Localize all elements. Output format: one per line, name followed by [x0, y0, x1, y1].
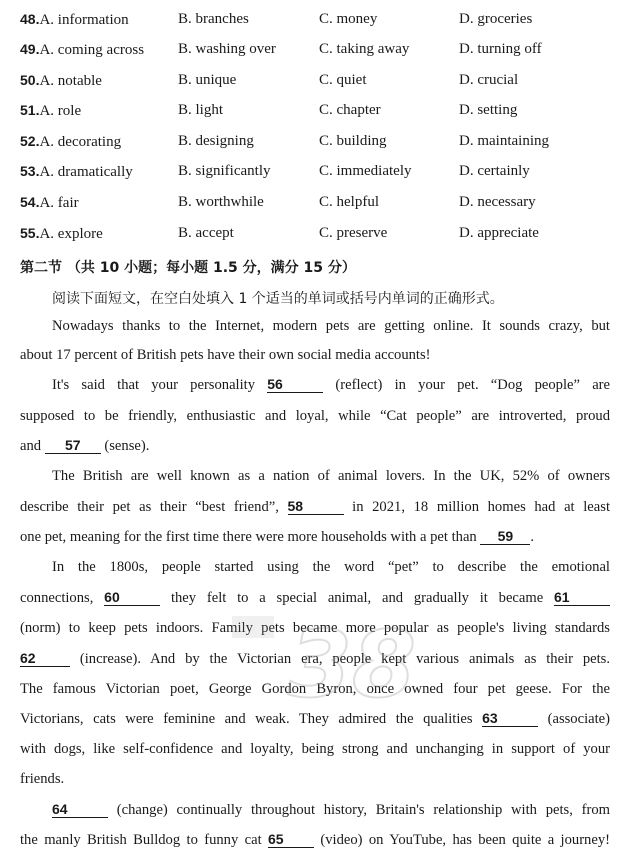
- passage-text: and: [20, 438, 45, 454]
- option-d: D. maintaining: [459, 133, 549, 149]
- passage-text: one pet, meaning for the first time there were more households with a pet than: [20, 529, 481, 545]
- question-number: 55.: [20, 225, 40, 241]
- option-row: [20, 102, 630, 126]
- option-c: C. helpful: [319, 194, 379, 210]
- passage-line: Nowadays thanks to the Internet, modern pets are getting online. It sounds crazy, but: [52, 318, 610, 334]
- blank-58[interactable]: 58: [288, 499, 344, 515]
- passage-line: [20, 590, 610, 607]
- section-title: 第二节 （共 10 小题；每小题 1.5 分，满分 15 分）: [20, 260, 356, 276]
- option-row: [20, 41, 630, 65]
- option-a: [20, 41, 144, 59]
- option-b: B. washing over: [178, 41, 276, 57]
- passage-text: describe their pet as their “best friend”,: [20, 499, 288, 515]
- option-a: [20, 194, 79, 212]
- question-number: 49.: [20, 41, 40, 57]
- question-number: 52.: [20, 133, 40, 149]
- passage-line: [20, 832, 610, 849]
- option-a-text: A. explore: [39, 226, 103, 242]
- question-number: 50.: [20, 72, 40, 88]
- passage-line: [20, 651, 610, 668]
- option-d: D. necessary: [459, 194, 536, 210]
- blank-56[interactable]: 56: [267, 377, 323, 393]
- blank-59[interactable]: 59: [480, 529, 530, 545]
- passage-text: (change) continually throughout history, Britain's relationship with pets, from: [108, 802, 610, 818]
- option-a: [20, 11, 129, 29]
- option-row: [20, 11, 630, 35]
- question-number: 54.: [20, 194, 40, 210]
- option-a: [20, 225, 103, 243]
- passage-line: The British are well known as a nation of animal lovers. In the UK, 52% of owners: [52, 468, 610, 484]
- question-number: 48.: [20, 11, 40, 27]
- option-b: B. designing: [178, 133, 254, 149]
- passage-line: (norm) to keep pets indoors. Family pets became more popular as people's living standards: [20, 620, 610, 636]
- option-row: [20, 163, 630, 187]
- option-d: D. crucial: [459, 72, 519, 88]
- passage-line: with dogs, like self-confidence and loyalty, being strong and unchanging in support of your: [20, 741, 610, 757]
- blank-65[interactable]: 65: [268, 832, 314, 848]
- passage-text: (associate): [538, 711, 610, 727]
- option-d: D. setting: [459, 102, 518, 118]
- option-a-text: A. information: [39, 12, 129, 28]
- option-b: B. worthwhile: [178, 194, 264, 210]
- passage-line: [20, 499, 610, 516]
- passage-text: It's said that your personality: [52, 377, 268, 393]
- passage-text: in 2021, 18 million homes had at least: [343, 499, 610, 515]
- option-row: [20, 225, 630, 249]
- passage-text: Victorians, cats were feminine and weak. They admired the qualities: [20, 711, 483, 727]
- passage-line: [20, 711, 610, 728]
- option-c: C. quiet: [319, 72, 367, 88]
- passage-line: The famous Victorian poet, George Gordon Byron, once owned four pet geese. For the: [20, 681, 610, 697]
- passage-text: (sense).: [100, 438, 150, 454]
- option-d: D. appreciate: [459, 225, 539, 241]
- option-a: [20, 102, 81, 120]
- option-d: D. groceries: [459, 11, 533, 27]
- passage-line: [20, 438, 610, 455]
- option-a-text: A. role: [39, 103, 82, 119]
- option-b: B. branches: [178, 11, 249, 27]
- passage-line: [52, 802, 610, 819]
- passage-line: supposed to be friendly, enthusiastic and loyal, while “Cat people” are introverted, proud: [20, 408, 610, 424]
- blank-62[interactable]: 62: [20, 651, 70, 667]
- passage-line: [20, 529, 610, 546]
- blank-61[interactable]: 61: [554, 590, 610, 606]
- blank-57[interactable]: 57: [45, 438, 101, 454]
- option-a-text: A. coming across: [39, 42, 145, 58]
- option-c: C. preserve: [319, 225, 388, 241]
- passage-text: .: [530, 529, 535, 545]
- passage-line: friends.: [20, 771, 65, 787]
- option-row: [20, 133, 630, 157]
- blank-63[interactable]: 63: [482, 711, 538, 727]
- option-a: [20, 163, 133, 181]
- option-b: B. significantly: [178, 163, 271, 179]
- option-a-text: A. fair: [39, 195, 79, 211]
- passage-text: connections,: [20, 590, 105, 606]
- passage-text: the manly British Bulldog to funny cat: [20, 832, 269, 848]
- option-b: B. unique: [178, 72, 237, 88]
- watermark-text: 38: [288, 611, 417, 718]
- section-instruction: 阅读下面短文，在空白处填入 1 个适当的单词或括号内单词的正确形式。: [52, 291, 504, 307]
- blank-64[interactable]: 64: [52, 802, 108, 818]
- option-c: C. building: [319, 133, 387, 149]
- option-c: C. immediately: [319, 163, 412, 179]
- passage-line: In the 1800s, people started using the word “pet” to describe the emotional: [52, 559, 610, 575]
- option-a-text: A. dramatically: [39, 164, 133, 180]
- option-c: C. taking away: [319, 41, 410, 57]
- blank-60[interactable]: 60: [104, 590, 160, 606]
- option-a-text: A. notable: [39, 73, 102, 89]
- option-a-text: A. decorating: [39, 134, 122, 150]
- passage-text: (increase). And by the Victorian era, people kept various animals as their pets.: [70, 651, 610, 667]
- option-c: C. chapter: [319, 102, 381, 118]
- passage-line: about 17 percent of British pets have their own social media accounts!: [20, 347, 431, 363]
- option-c: C. money: [319, 11, 378, 27]
- question-number: 51.: [20, 102, 40, 118]
- passage-text: they felt to a special animal, and gradually it became: [160, 590, 554, 606]
- passage-text: (reflect) in your pet. “Dog people” are: [323, 377, 611, 393]
- passage-line: [52, 377, 610, 394]
- question-number: 53.: [20, 163, 40, 179]
- option-d: D. certainly: [459, 163, 530, 179]
- option-row: [20, 194, 630, 218]
- option-a: [20, 133, 121, 151]
- passage-text: (video) on YouTube, has been quite a journey!: [314, 832, 610, 848]
- option-b: B. light: [178, 102, 224, 118]
- option-b: B. accept: [178, 225, 234, 241]
- option-row: [20, 72, 630, 96]
- option-a: [20, 72, 102, 90]
- option-d: D. turning off: [459, 41, 542, 57]
